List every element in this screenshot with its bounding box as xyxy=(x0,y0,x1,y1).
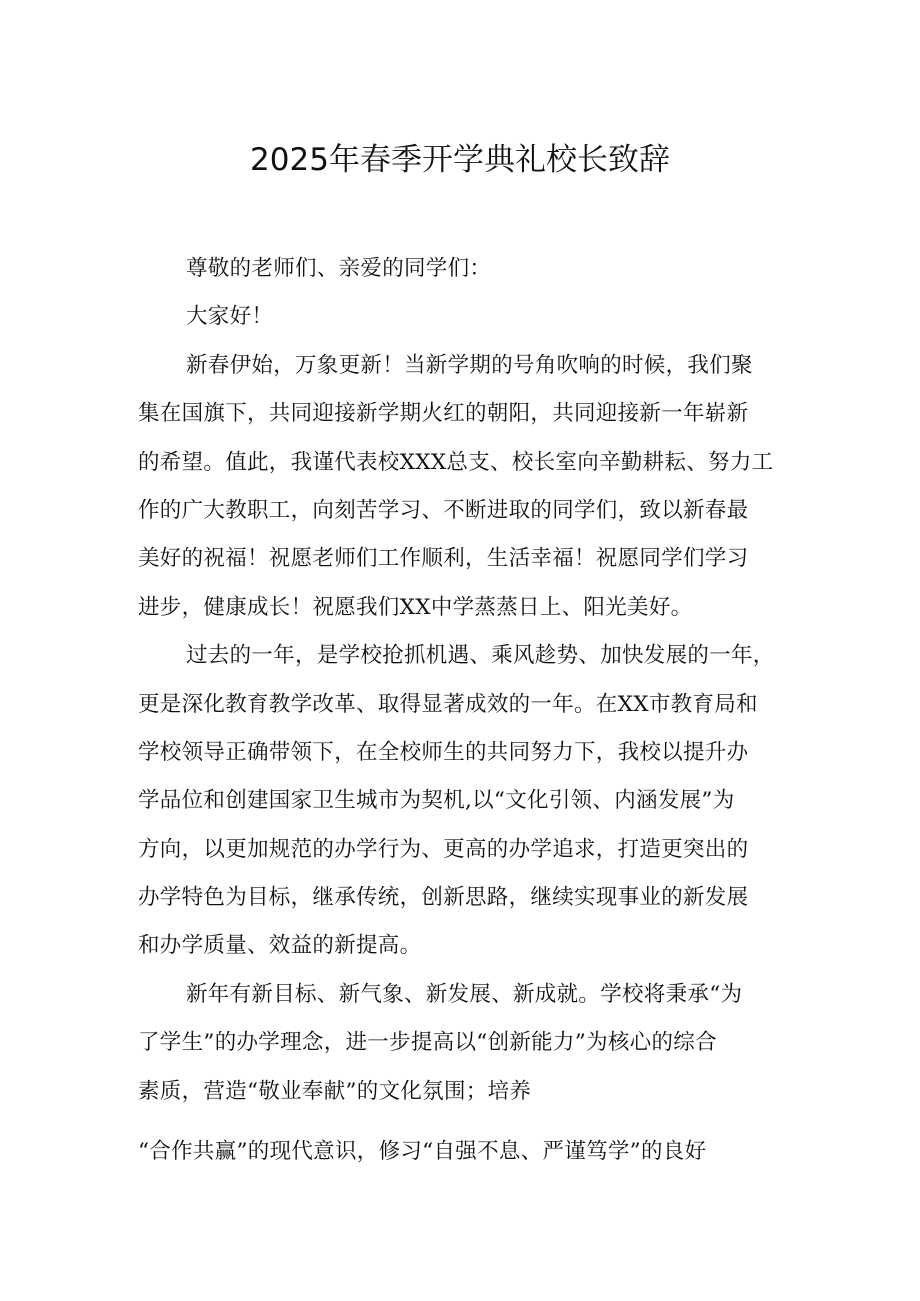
salutation-line: 尊敬的老师们、亲爱的同学们： xyxy=(186,256,492,281)
document-body xyxy=(138,245,788,1176)
paragraph-1-line: 美好的祝福！祝愿老师们工作顺利，生活幸福！祝愿同学们学习 xyxy=(138,546,749,572)
paragraph-3-line: 素质，营造“敬业奉献”的文化氛围；培养 xyxy=(138,1078,532,1104)
paragraph-3-line: 新年有新目标、新气象、新发展、新成就。学校将秉承“为 xyxy=(186,981,743,1007)
paragraph-2-line: 过去的一年，是学校抢抓机遇、乘风趁势、加快发展的一年， xyxy=(186,643,775,669)
paragraph-2-line: 学品位和创建国家卫生城市为契机,以“文化引领、内涵发展”为 xyxy=(138,788,735,814)
paragraph-3-continuation-line: “合作共赢”的现代意识，修习“自强不息、严谨笃学”的良好 xyxy=(138,1139,707,1165)
paragraph-2-line: 办学特色为目标，继承传统，创新思路，继续实现事业的新发展 xyxy=(138,885,749,911)
document-title: 2025年春季开学典礼校长致辞 xyxy=(250,142,670,178)
paragraph-1-line: 作的广大教职工，向刻苦学习、不断进取的同学们，致以新春最 xyxy=(138,497,749,523)
paragraph-1-line: 集在国旗下，共同迎接新学期火红的朝阳，共同迎接新一年崭新 xyxy=(138,401,749,427)
paragraph-1-line: 新春伊始，万象更新！当新学期的号角吹响的时候，我们聚 xyxy=(186,352,753,378)
paragraph-3-line: 了学生”的办学理念，进一步提高以“创新能力”为核心的综合 xyxy=(138,1030,717,1056)
paragraph-2-line: 学校领导正确带领下，在全校师生的共同努力下，我校以提升办 xyxy=(138,739,749,765)
greeting-line: 大家好！ xyxy=(186,304,274,330)
paragraph-1-line: 的希望。值此，我谨代表校XXX总支、校长室向辛勤耕耘、努力工 xyxy=(138,449,774,475)
line-gap xyxy=(138,1116,788,1128)
paragraph-2-line: 更是深化教育教学改革、取得显著成效的一年。在XX市教育局和 xyxy=(138,691,758,717)
paragraph-2-line: 方向，以更加规范的办学行为、更高的办学追求，打造更突出的 xyxy=(138,836,749,862)
paragraph-1-line: 进步，健康成长！祝愿我们XX中学蒸蒸日上、阳光美好。 xyxy=(138,594,693,620)
paragraph-2-line: 和办学质量、效益的新提高。 xyxy=(138,933,422,959)
